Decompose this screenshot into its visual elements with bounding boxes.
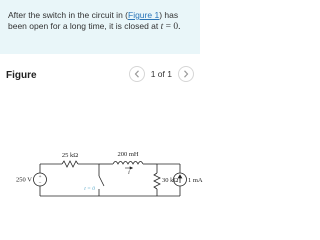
pager-count: 1 of 1 <box>150 69 172 79</box>
label-inductor: 200 mH <box>117 151 139 158</box>
minus-sign: − <box>38 181 42 187</box>
label-resistor-30k: 30 kΩ <box>162 177 179 184</box>
figure-header <box>0 60 200 90</box>
current-arrow <box>178 175 181 183</box>
label-inductor-current: i <box>128 170 130 176</box>
figure-pager <box>129 66 194 82</box>
inductor-200mh <box>113 162 143 165</box>
problem-text-middle: ) has been open for a long time, it is closed at <box>8 10 179 31</box>
label-voltage-source: 250 V <box>16 176 32 184</box>
time-variable: t <box>160 22 164 32</box>
chevron-right-icon <box>183 70 189 78</box>
label-current-source: 1 mA <box>188 177 203 184</box>
time-equals: = 0. <box>163 22 181 32</box>
chevron-left-icon <box>134 70 140 78</box>
plus-sign: + <box>38 174 42 180</box>
resistor-25k <box>62 161 78 167</box>
inductor-current-arrow <box>125 167 133 169</box>
prev-figure-button[interactable] <box>129 66 145 82</box>
figure-title: Figure <box>6 70 37 81</box>
label-switch: t = 0 <box>84 186 95 192</box>
label-resistor-25k: 25 kΩ <box>61 152 79 159</box>
problem-statement <box>0 0 200 54</box>
switch-blade <box>99 176 104 186</box>
circuit-diagram <box>0 140 203 209</box>
problem-text-start: After the switch in the circuit in ( <box>8 10 128 20</box>
resistor-30k <box>154 173 160 189</box>
next-figure-button[interactable] <box>178 66 194 82</box>
figure-link[interactable]: Figure 1 <box>128 10 160 20</box>
